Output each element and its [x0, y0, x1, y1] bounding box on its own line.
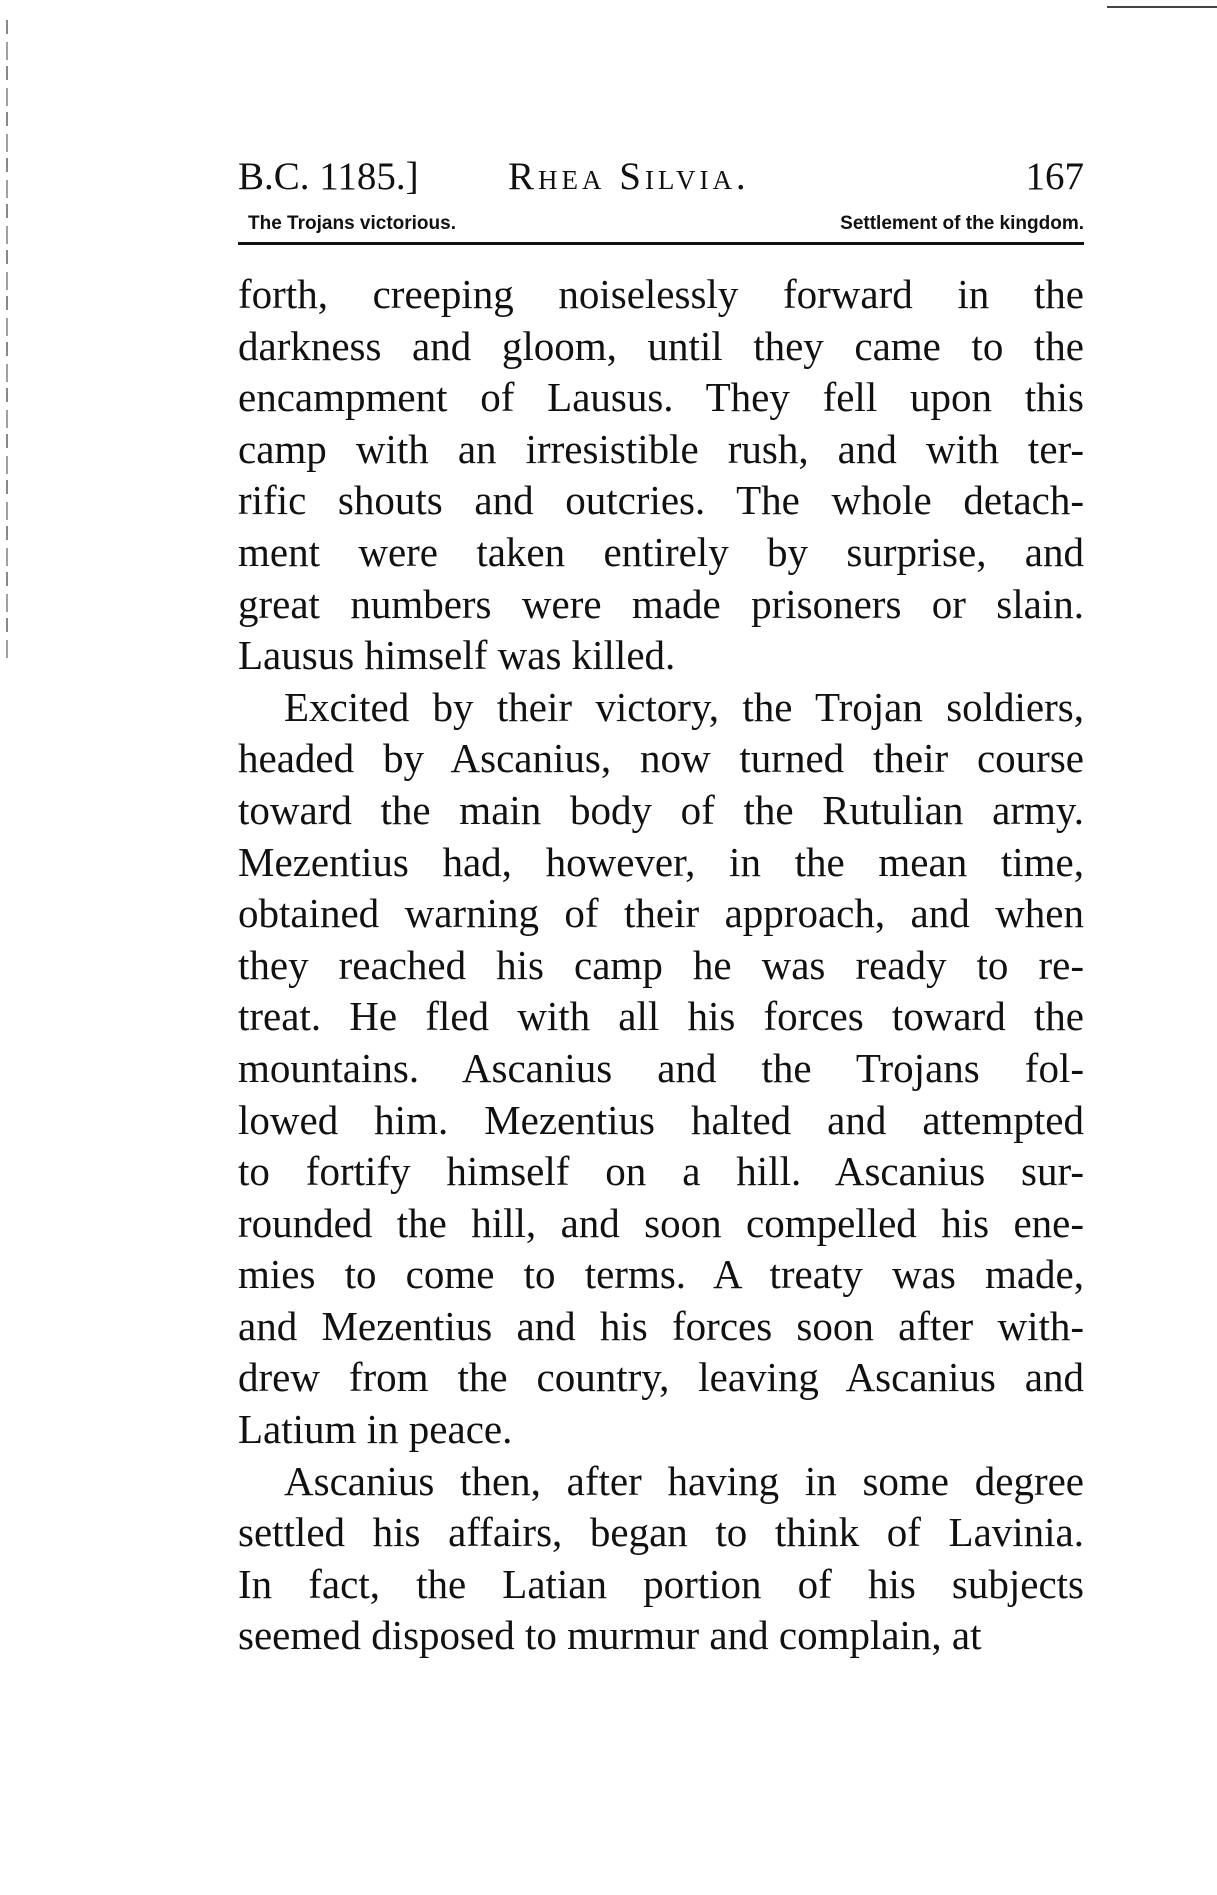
text-line: Mezentius had, however, in the mean time,	[238, 838, 1084, 885]
text-line: mies to come to terms. A treaty was made,	[238, 1251, 1084, 1298]
text-line: Lausus himself was killed.	[238, 632, 676, 679]
text-line: rounded the hill, and soon compelled his ene-	[238, 1199, 1084, 1246]
text-line: In fact, the Latian portion of his subjects	[238, 1560, 1084, 1607]
scan-edge-left	[6, 20, 8, 660]
text-line: seemed disposed to murmur and complain, at	[238, 1612, 982, 1659]
text-line: Latium in peace.	[238, 1406, 513, 1453]
running-head	[238, 148, 1084, 206]
text-line: treat. He fled with all his forces toward the	[238, 993, 1084, 1040]
text-line: they reached his camp he was ready to re-	[238, 941, 1084, 988]
running-head-title: Rhea Silvia.	[508, 155, 750, 198]
text-line: Excited by their victory, the Trojan soldiers,	[284, 683, 1084, 730]
text-line: toward the main body of the Rutulian army.	[238, 786, 1084, 833]
text-line: ment were taken entirely by surprise, and	[238, 528, 1084, 575]
text-line: rific shouts and outcries. The whole detach-	[238, 477, 1084, 524]
subhead-right: Settlement of the kingdom.	[840, 213, 1084, 234]
text-line: camp with an irresistible rush, and with ter-	[238, 425, 1084, 472]
text-line: and Mezentius and his forces soon after with-	[238, 1302, 1084, 1349]
text-line: settled his affairs, began to think of Lavinia.	[238, 1509, 1084, 1556]
paragraph	[238, 682, 1084, 1456]
text-line: mountains. Ascanius and the Trojans fol-	[238, 1044, 1084, 1091]
subhead-left: The Trojans victorious.	[248, 213, 456, 234]
text-line: encampment of Lausus. They fell upon this	[238, 374, 1084, 421]
text-line: Ascanius then, after having in some degree	[284, 1457, 1084, 1504]
text-line: darkness and gloom, until they came to the	[238, 322, 1084, 369]
subhead	[238, 208, 1084, 240]
book-page	[238, 148, 1084, 1662]
running-head-date: B.C. 1185.]	[238, 155, 419, 198]
text-line: drew from the country, leaving Ascanius and	[238, 1354, 1084, 1401]
scan-edge-top	[1107, 6, 1217, 8]
paragraph	[238, 1456, 1084, 1662]
text-line: forth, creeping noiselessly forward in the	[238, 271, 1084, 317]
text-line: lowed him. Mezentius halted and attempted	[238, 1096, 1084, 1143]
text-line: great numbers were made prisoners or slain.	[238, 580, 1084, 627]
text-line: obtained warning of their approach, and when	[238, 890, 1084, 937]
text-line: headed by Ascanius, now turned their course	[238, 735, 1084, 782]
header-rule	[238, 242, 1084, 245]
page-number: 167	[1025, 155, 1084, 198]
body-text	[238, 269, 1084, 1662]
text-line: to fortify himself on a hill. Ascanius sur-	[238, 1148, 1084, 1195]
paragraph	[238, 269, 1084, 682]
